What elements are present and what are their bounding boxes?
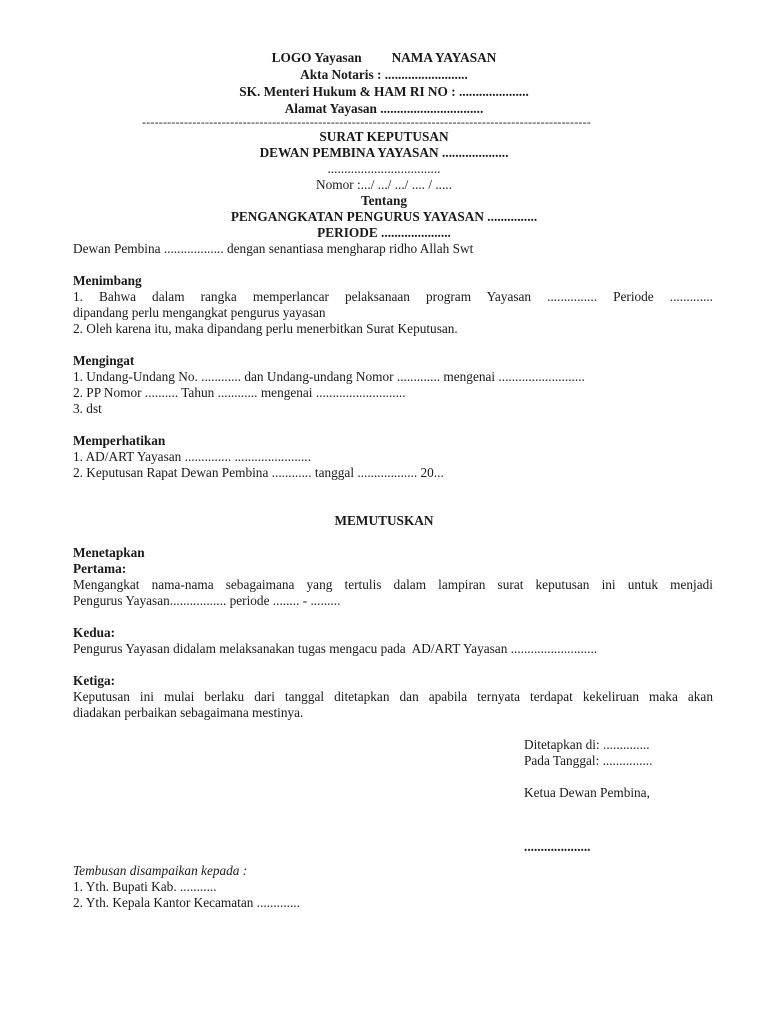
document-title: [0, 129, 768, 241]
ditetapkan-di: Ditetapkan di: ..............: [524, 737, 650, 752]
alamat-yayasan: Alamat Yayasan ...............................: [284, 101, 484, 116]
kedua-text: Pengurus Yayasan didalam melaksanakan tugas mengacu pada AD/ART Yayasan ..........................: [73, 641, 598, 656]
ketiga-text-b: diadakan perbaikan sebagaimana mestinya.: [73, 705, 304, 720]
memperhatikan-heading: Memperhatikan: [73, 433, 166, 448]
mengingat-item-1: 1. Undang-Undang No. ............ dan Undang-undang Nomor ............. mengenai ..........................: [73, 369, 585, 384]
menimbang-item-2: 2. Oleh karena itu, maka dipandang perlu menerbitkan Surat Keputusan.: [73, 321, 458, 336]
kedua-label: Kedua:: [73, 625, 116, 640]
pertama-text-a: Mengangkat nama-nama sebagaimana yang tertulis dalam lampiran surat keputusan ini untuk menjadi: [73, 577, 713, 592]
mengingat-item-3: 3. dst: [73, 401, 102, 416]
menimbang-heading: Menimbang: [73, 273, 142, 288]
title-line-2: DEWAN PEMBINA YAYASAN ....................: [259, 145, 509, 160]
menimbang-section: [73, 273, 713, 337]
memutuskan-heading: MEMUTUSKAN: [334, 513, 434, 528]
ketua-dewan-pembina: Ketua Dewan Pembina,: [524, 785, 650, 800]
tembusan-item-2: 2. Yth. Kepala Kantor Kecamatan .............: [73, 895, 300, 910]
mengingat-heading: Mengingat: [73, 353, 135, 368]
separator-line: -----------------------------------------------------------------------------------------------------------: [142, 115, 591, 129]
pertama-label: Pertama:: [73, 561, 127, 576]
letterhead: [0, 49, 768, 117]
periode: PERIODE .....................: [317, 225, 451, 240]
menimbang-item-1b: dipandang perlu mengangkat pengurus yayasan: [73, 305, 326, 320]
mengingat-section: [73, 353, 713, 417]
logo-line: LOGO Yayasan NAMA YAYASAN: [271, 50, 497, 65]
memperhatikan-item-1: 1. AD/ART Yayasan .............. .......................: [73, 449, 311, 464]
menetapkan-section: [73, 545, 713, 609]
sk-menteri: SK. Menteri Hukum & HAM RI NO : .....................: [239, 84, 529, 99]
nomor: Nomor :.../ .../ .../ .... / .....: [316, 177, 452, 192]
pertama-text-b: Pengurus Yayasan................. periode ........ - .........: [73, 593, 341, 608]
mengingat-item-2: 2. PP Nomor .......... Tahun ............ mengenai ...........................: [73, 385, 406, 400]
kedua-section: [73, 625, 713, 657]
title-dots: ..................................: [327, 161, 441, 176]
opening-text: Dewan Pembina .................. dengan senantiasa mengharap ridho Allah Swt: [73, 241, 474, 256]
memutuskan-section: [0, 513, 768, 529]
menimbang-item-1a: 1. Bahwa dalam rangka memperlancar pelaksanaan program Yayasan ............... Periode .............: [73, 289, 713, 304]
menetapkan-heading: Menetapkan: [73, 545, 145, 560]
akta-notaris: Akta Notaris : .........................: [300, 67, 468, 82]
opening-section: [73, 241, 713, 257]
signature-block: [524, 737, 652, 855]
title-line-1: SURAT KEPUTUSAN: [319, 129, 449, 144]
memperhatikan-section: [73, 433, 713, 481]
memperhatikan-item-2: 2. Keputusan Rapat Dewan Pembina ............ tanggal .................. 20...: [73, 465, 444, 480]
tentang: Tentang: [360, 193, 408, 208]
ketiga-label: Ketiga:: [73, 673, 116, 688]
tembusan-section: [73, 863, 713, 911]
tembusan-item-1: 1. Yth. Bupati Kab. ...........: [73, 879, 217, 894]
ketiga-section: [73, 673, 713, 721]
signatory-name: ....................: [524, 839, 591, 854]
ketiga-text-a: Keputusan ini mulai berlaku dari tanggal ditetapkan dan apabila ternyata terdapat kekeliruan maka akan: [73, 689, 713, 704]
tembusan-heading: Tembusan disampaikan kepada :: [73, 863, 248, 878]
subject: PENGANGKATAN PENGURUS YAYASAN ...............: [230, 209, 538, 224]
pada-tanggal: Pada Tanggal: ...............: [524, 753, 653, 768]
